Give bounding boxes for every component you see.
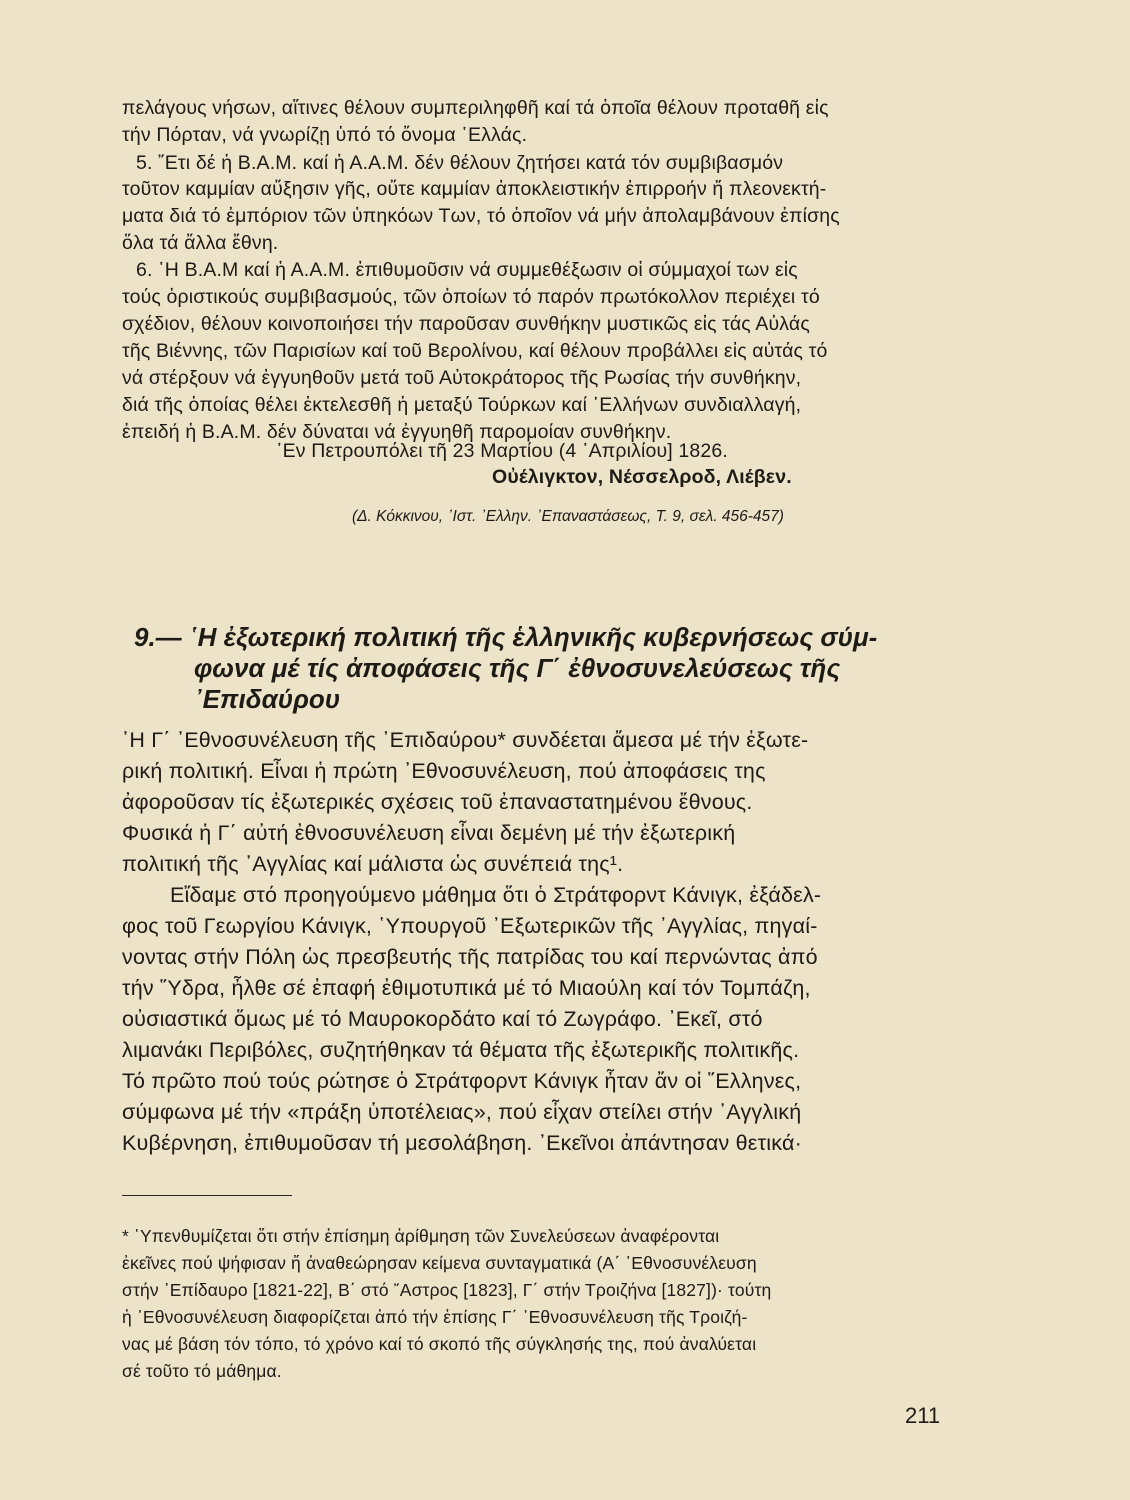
body-line: νοντας στήν Πόλη ὡς πρεσβευτής τῆς πατρίδας του καί περνώντας ἀπό [122, 945, 818, 969]
footnote-line: * ῾Υπενθυμίζεται ὅτι στήν ἐπίσημη ἀρίθμηση τῶν Συνελεύσεων ἀναφέρονται [122, 1226, 720, 1246]
treaty-line: διά τῆς ὁποίας θέλει ἐκτελεσθῆ ἡ μεταξύ Τούρκων καί ῾Ελλήνων συνδιαλλαγή, [122, 394, 802, 416]
body-line: πολιτική τῆς ᾿Αγγλίας καί μάλιστα ὡς συνέπειά της¹. [122, 852, 624, 876]
treaty-line: τούς ὁριστικούς συμβιβασμούς, τῶν ὁποίων τό παρόν πρωτόκολλον περιέχει τό [122, 286, 820, 308]
source-citation: (Δ. Κόκκινου, ᾿Ιστ. ᾿Ελλην. ᾿Επαναστάσεως, Τ. 9, σελ. 456-457) [352, 508, 784, 525]
body-line: Τό πρῶτο πού τούς ρώτησε ὁ Στράτφορντ Κάνιγκ ἦταν ἄν οἱ ῞Ελληνες, [122, 1069, 802, 1093]
body-line: τήν ῞Υδρα, ἦλθε σέ ἐπαφή ἐθιμοτυπικά μέ τό Μιαούλη καί τόν Τομπάζη, [122, 976, 811, 1000]
footnote-line: ἡ ᾿Εθνοσυνέλευση διαφορίζεται ἀπό τήν ἐπίσης Γ΄ ᾿Εθνοσυνέλευση τῆς Τροιζή- [122, 1307, 748, 1327]
treaty-line: ἐπειδή ἡ Β.Α.Μ. δέν δύναται νά ἐγγυηθῆ παρομοίαν συνθήκην. [122, 421, 672, 443]
treaty-line: ματα διά τό ἐμπόριον τῶν ὑπηκόων Των, τό ὁποῖον νά μήν ἀπολαμβάνουν ἐπίσης [122, 205, 840, 227]
body-line: Φυσικά ἡ Γ΄ αὐτή ἐθνοσυνέλευση εἶναι δεμένη μέ τήν ἐξωτερική [122, 821, 736, 845]
treaty-line: τῆς Βιέννης, τῶν Παρισίων καί τοῦ Βερολίνου, καί θέλουν προβάλλει εἰς αὐτάς τό [122, 340, 828, 362]
treaty-line: σχέδιον, θέλουν κοινοποιήσει τήν παροῦσαν συνθήκην μυστικῶς εἰς τάς Αὐλάς [122, 313, 810, 335]
treaty-line: τήν Πόρταν, νά γνωρίζῃ ὑπό τό ὄνομα ῾Ελλάς. [122, 124, 528, 146]
footnote-line: σέ τοῦτο τό μάθημα. [122, 1361, 282, 1381]
footnote-line: νας μέ βάση τόν τόπο, τό χρόνο καί τό σκοπό τῆς σύγκλησής της, πού ἀναλύεται [122, 1334, 757, 1354]
treaty-line: πελάγους νήσων, αἵτινες θέλουν συμπεριληφθῆ καί τά ὁποῖα θέλουν προταθῆ εἰς [122, 97, 829, 119]
treaty-line: 6. ῾Η Β.Α.Μ καί ἡ Α.Α.Μ. ἐπιθυμοῦσιν νά συμμεθέξωσιν οἱ σύμμαχοί των εἰς [136, 259, 798, 281]
treaty-signatories: Οὐέλιγκτον, Νέσσελροδ, Λιέβεν. [492, 466, 792, 488]
section-heading-line: 9.— ῾Η ἐξωτερική πολιτική τῆς ἑλληνικῆς κυβερνήσεως σύμ- [134, 622, 878, 652]
section-heading-line: ᾿Επιδαύρου [194, 684, 341, 714]
body-line: Εἴδαμε στό προηγούμενο μάθημα ὅτι ὁ Στράτφορντ Κάνιγκ, ἐξάδελ- [170, 883, 822, 907]
body-line: ἀφοροῦσαν τίς ἐξωτερικές σχέσεις τοῦ ἐπαναστατημένου ἔθνους. [122, 790, 753, 814]
footnote-line: ἐκεῖνες πού ψήφισαν ἤ ἀναθεώρησαν κείμενα συνταγματικά (Α΄ ᾿Εθνοσυνέλευση [122, 1253, 757, 1273]
body-line: ρική πολιτική. Εἶναι ἡ πρώτη ᾿Εθνοσυνέλευση, πού ἀποφάσεις της [122, 759, 766, 783]
footnote-line: στήν ᾿Επίδαυρο [1821-22], Β΄ στό ῎Αστρος [1823], Γ΄ στήν Τροιζήνα [1827])· τούτη [122, 1280, 772, 1300]
treaty-line: τοῦτον καμμίαν αὔξησιν γῆς, οὔτε καμμίαν ἀποκλειστικήν ἐπιρροήν ἤ πλεονεκτή- [122, 178, 827, 200]
body-line: οὐσιαστικά ὅμως μέ τό Μαυροκορδάτο καί τό Ζωγράφο. ᾿Εκεῖ, στό [122, 1007, 763, 1031]
treaty-line: νά στέρξουν νά ἐγγυηθοῦν μετά τοῦ Αὐτοκράτορος τῆς Ρωσίας τήν συνθήκην, [122, 367, 802, 389]
body-line: Κυβέρνηση, ἐπιθυμοῦσαν τή μεσολάβηση. ᾿Εκεῖνοι ἀπάντησαν θετικά· [122, 1131, 802, 1155]
body-line: ῾Η Γ΄ ᾿Εθνοσυνέλευση τῆς ᾿Επιδαύρου* συνδέεται ἄμεσα μέ τήν ἐξωτε- [122, 728, 809, 752]
body-line: φος τοῦ Γεωργίου Κάνιγκ, ῾Υπουργοῦ ᾿Εξωτερικῶν τῆς ᾿Αγγλίας, πηγαί- [122, 914, 818, 938]
footnote-divider [122, 1195, 292, 1196]
treaty-date: ᾿Εν Πετρουπόλει τῆ 23 Μαρτίου (4 ᾿Απριλίου] 1826. [276, 440, 728, 462]
treaty-line: ὅλα τά ἄλλα ἔθνη. [122, 232, 279, 254]
body-line: λιμανάκι Περιβόλες, συζητήθηκαν τά θέματα τῆς ἐξωτερικῆς πολιτικῆς. [122, 1038, 800, 1062]
section-heading-line: φωνα μέ τίς ἀποφάσεις τῆς Γ΄ ἐθνοσυνελεύσεως τῆς [194, 653, 841, 683]
body-line: σύμφωνα μέ τήν «πράξη ὑποτέλειας», πού εἶχαν στείλει στήν ᾿Αγγλική [122, 1100, 802, 1124]
page-number: 211 [905, 1403, 941, 1428]
treaty-line: 5. ῎Ετι δέ ἡ Β.Α.Μ. καί ἡ Α.Α.Μ. δέν θέλουν ζητήσει κατά τόν συμβιβασμόν [136, 152, 784, 174]
